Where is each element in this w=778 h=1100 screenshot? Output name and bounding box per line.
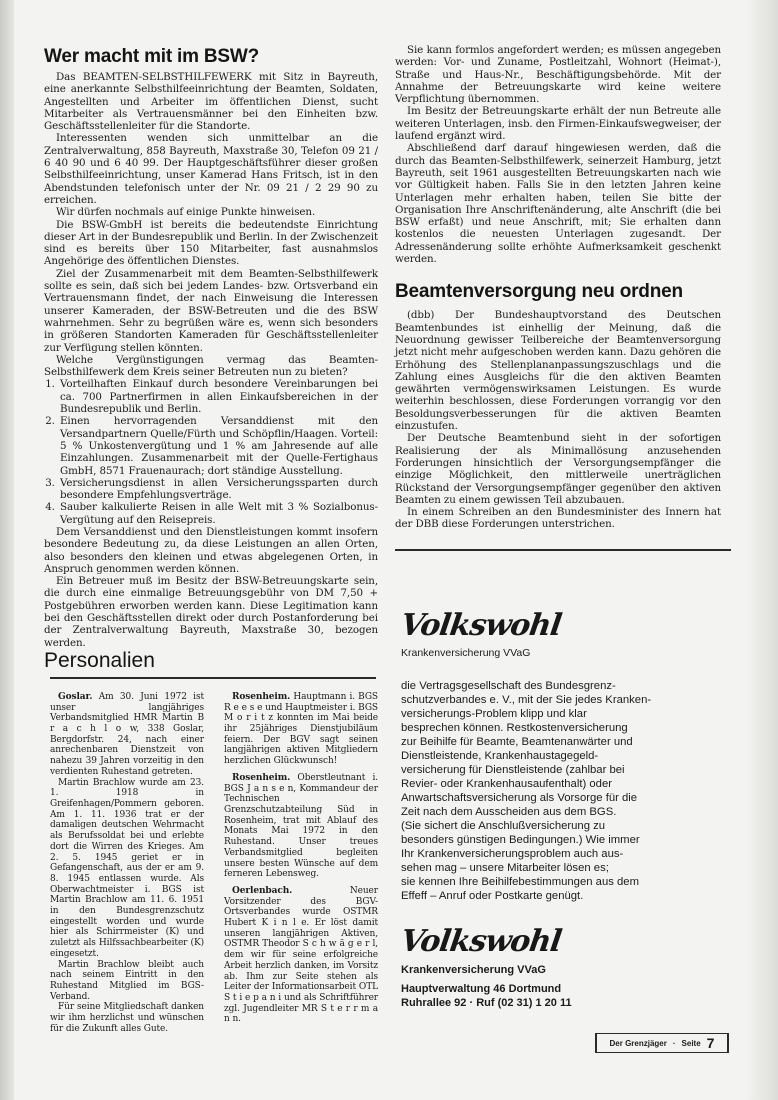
ad-body-line: besonders günstigen Bedingungen.) Wie immer xyxy=(401,833,640,846)
personalien-entry: Martin Brachlow wurde am 23. 1. 1918 in Greifenhagen/Pommern geboren. Am 1. 11. 1936 trat er der damaligen deutschen Wehrmacht als Berufssoldat bei und erlebte dort die Wirren des Krieges. Am 2. 5. 1945 geriet er in Gefangenschaft, aus der er am 9. 8. 1945 entlassen wurde. Als Oberwachtmeister i. BGS ist Martin Brachlow am 11. 6. 1951 in den Bundesgrenzschutz eingestellt worden und wurde hier als Schirrmeister (K) und zuletzt als Hilfssachbearbeiter (K) eingesetzt. xyxy=(50,777,204,959)
publication-name: Der Grenzjäger xyxy=(609,1038,667,1048)
benefit-item: 2. Einen hervorragenden Versanddienst mit den Versandpartnern Quelle/Fürth und Schöpflin/Haagen. Vorteil: 5 % Unkostenvergütung und 1 % am Jahresende auf alle Einzahlungen. Zusammenarbeit mit der Quelle-Fertighaus GmbH, 8571 Frauenaurach; dort ständige Ausstellung. xyxy=(58,415,378,476)
bsw-continued-paragraph: Sie kann formlos angefordert werden; es müssen angegeben werden: Vor- und Zuname, Postleitzahl, Wohnort (Heimat-), Straße und Haus-Nr., Beschäftigungsbehörde. Mit der Annahme der Betreuungskarte wird keine weitere Verpflichtung übernommen. xyxy=(395,44,721,106)
ad-subtitle: Krankenversicherung VVaG xyxy=(401,646,531,659)
personalien-column-1 xyxy=(50,692,204,1035)
ad-body-line: (Sie sichert die Anschlußversicherung zu xyxy=(401,819,606,832)
personalien-title: Personalien xyxy=(44,648,155,672)
page-label: Seite xyxy=(681,1038,701,1048)
ad-body-line: Anwartschaftsversicherung als Vorsorge für die xyxy=(401,791,638,804)
entry-text: Neuer Vorsitzender des BGV-Ortsverbandes wurde OSTMR Hubert K i n l e. Er löst damit unseren langjährigen Aktiven, OSTMR Theodor S c h w ä g e r l, dem wir für seine erfolgreiche Arbeit herzlich danken, im Vorsitz ab. Ihm zur Seite stehen als Leiter der Informationsarbeit OTL S t i e p a n i und als Schriftführer zgl. Jugendleiter MR S t e r r m a n n. xyxy=(224,885,378,1025)
personalien-entry xyxy=(224,692,378,767)
ad-footer-line: Ruhrallee 92 · Ruf (02 31) 1 20 11 xyxy=(401,996,572,1009)
bsw-continued-paragraph: Im Besitz der Betreuungskarte erhält der nun Betreute alle weiteren Unterlagen, insb. den Firmen-Einkaufswegweiser, der laufend ergänzt wird. xyxy=(395,105,721,143)
section-divider xyxy=(395,549,731,551)
ad-footer-line: Hauptverwaltung 46 Dortmund xyxy=(401,982,562,995)
section-divider xyxy=(50,677,376,679)
ad-body-line: Revier- oder Krankenhausaufenthalt) oder xyxy=(401,777,613,790)
personalien-columns xyxy=(44,692,378,1035)
page-footer-badge xyxy=(595,1033,729,1053)
volkswohl-logo: Volkswohl xyxy=(398,607,564,643)
personalien-entry: Für seine Mitgliedschaft danken wir ihm herzlichst und wünschen für die Zukunft alles Gute. xyxy=(50,1002,204,1034)
personalien-column-2 xyxy=(224,692,378,1035)
footer-separator: · xyxy=(672,1038,676,1048)
bsw-paragraph: Interessenten wenden sich unmittelbar an die Zentralverwaltung, 858 Bayreuth, Maxstraße 30, Telefon 09 21 / 6 40 90 und 6 40 99. Der Hauptgeschäftsführer dieser großen Selbsthilfeeinrichtung, unser Kamerad Hans Fritsch, ist in den Abendstunden telefonisch unter der Nr. 09 21 / 2 29 90 zu erreichen. xyxy=(44,132,378,206)
volkswohl-footer-logo: Volkswohl xyxy=(398,923,564,959)
volkswohl-advertisement xyxy=(395,609,721,1010)
bsw-paragraph: Ziel der Zusammenarbeit mit dem Beamten-Selbsthilfewerk sollte es sein, daß sich bei jedem Landes- bzw. Ortsverband ein Vertrauensmann findet, der nach Einweisung die Interessen unserer Kameraden, der BSW-Betreuten und die des BSW wahrnehmen. Sehr zu begrüßen wäre es, wenn sich besonders in größeren Standorten Kameraden für Geschäftsstellenleiter zur Verfügung stellen könnten. xyxy=(44,267,378,354)
ad-body-line: versicherung für Dienstleistende (zahlbar bei xyxy=(401,763,625,776)
personalien-entry: Martin Brachlow bleibt auch nach seinem Eintritt in den Ruhestand Mitglied im BGS-Verband. xyxy=(50,959,204,1002)
left-column xyxy=(44,40,378,1034)
entry-place: Goslar. xyxy=(58,691,93,702)
versorgung-paragraph: In einem Schreiben an den Bundesminister des Innern hat der DBB diese Forderungen unterstrichen. xyxy=(395,506,721,531)
bsw-closing-paragraph: Ein Betreuer muß im Besitz der BSW-Betreuungskarte sein, die durch eine einmalige Betreuungsgebühr von DM 7,50 + Postgebühren erworben werden kann. Diese Legitimation kann bei den Geschäftsstellen direkt oder durch Postanforderung bei der Zentralverwaltung Bayreuth, Maxstraße 30, bezogen werden. xyxy=(44,575,378,649)
entry-place: Oerlenbach. xyxy=(232,885,293,896)
ad-footer-line: Krankenversicherung VVaG xyxy=(401,963,546,976)
benefit-item: 1. Vorteilhaften Einkauf durch besondere Vereinbarungen bei ca. 700 Partnerfirmen in allen Einkaufsbereichen in der Bundesrepublik und Berlin. xyxy=(58,378,378,415)
personalien-entry xyxy=(224,773,378,880)
ad-body-line: sehen mag – unsere Mitarbeiter lösen es; xyxy=(401,861,609,874)
right-column xyxy=(395,44,721,1010)
personalien-entry xyxy=(50,692,204,778)
entry-text: Oberstleutnant i. BGS J a n s e n, Kommandeur der Technischen Grenzschutzabteilung Süd in Rosenheim, trat mit Ablauf des Monats Mai 1972 in den Ruhestand. Unser treues Verbandsmitglied begleiten unsere besten Wünsche auf dem ferneren Lebensweg. xyxy=(224,772,378,880)
ad-body-line: zur Beihilfe für Beamte, Beamtenanwärter und xyxy=(401,735,633,748)
bsw-closing-paragraph: Dem Versanddienst und den Dienstleistungen kommt insofern besondere Bedeutung zu, da diese Leistungen an allen Orten, also besonders den kleinen und etwas abgelegenen Orten, in Anspruch genommen werden können. xyxy=(44,525,378,575)
scan-edge-right xyxy=(746,0,778,1100)
personalien-entry xyxy=(224,886,378,1025)
benefit-item: 4. Sauber kalkulierte Reisen in alle Welt mit 3 % Sozialbonus-Vergütung auf den Reisepreis. xyxy=(58,501,378,526)
bsw-paragraph: Das BEAMTEN-SELBSTHILFEWERK mit Sitz in Bayreuth, eine anerkannte Selbsthilfeeinrichtung der Beamten, Soldaten, Angestellten und Arbeiter im öffentlichen Dienst, sucht Mitarbeiter als Vertrauensmänner bei den Einheiten bzw. Geschäftsstellenleiter für die Standorte. xyxy=(44,71,378,133)
versorgung-paragraph: (dbb) Der Bundeshauptvorstand des Deutschen Beamtenbundes ist einhellig der Meinung, daß die Neuordnung gewisser Teilbereiche der Beamtenversorgung jetzt nicht mehr aufgeschoben werden kann. Dazu gehören die Erhöhung des Stellenplananpassungszuschlags und die Zahlung eines Ausgleichs für die den aktiven Beamten gewährten vermögenswirksamen Leistungen. Es wurde weiterhin beschlossen, diese Forderungen vorrangig vor den Besoldungsverbesserungen für die aktiven Beamten einzustufen. xyxy=(395,309,721,433)
scan-edge-left xyxy=(0,0,14,1100)
entry-text: Hauptmann i. BGS R e e s e und Hauptmeister i. BGS M o r i t z konnten im Mai beide ihr 25jähriges Dienstjubiläum feiern. Der BGV sagt seinen langjährigen aktiven Mitgliedern herzlichen Glückwunsch! xyxy=(224,691,378,767)
versorgung-article-title: Beamtenversorgung neu ordnen xyxy=(395,281,683,303)
ad-body-line: schutzverbandes e. V., mit der Sie jedes Kranken- xyxy=(401,693,652,706)
ad-body-line: Dienstleistende, Krankenhaustagegeld- xyxy=(401,749,599,762)
ad-body-line: Effeff – Anruf oder Postkarte genügt. xyxy=(401,889,584,902)
entry-text: Am 30. Juni 1972 ist unser langjähriges Verbandsmitglied HMR Martin B r a c h l o w, 338 Goslar, Bergdorfstr. 24, nach einer anrechenbaren Dienstzeit von nahezu 39 Jahren vorzeitig in den verdienten Ruhestand getreten. xyxy=(50,691,204,777)
bsw-continued-paragraph: Abschließend darf darauf hingewiesen werden, daß die durch das Beamten-Selbsthilfewerk, seinerzeit Hamburg, jetzt Bayreuth, seit 1961 ausgestellten Betreuungskarten nach wie vor Gültigkeit haben. Falls Sie in den letzten Jahren keine Unterlagen mehr erhalten haben, teilen Sie bitte der Organisation Ihre Anschriftenänderung, alte Anschrift (die bei BSW erfaßt) und neue Anschrift, mit; Sie erhalten dann kostenlos die neuesten Unterlagen zugesandt. Der Adressenänderung sollte erhöhte Aufmerksamkeit geschenkt werden. xyxy=(395,142,721,266)
bsw-paragraph: Die BSW-GmbH ist bereits die bedeutendste Einrichtung dieser Art in der Bundesrepublik und Berlin. In der Zwischenzeit sind es bereits über 150 Mitarbeiter, fast ausnahmslos Angehörige des öffentlichen Dienstes. xyxy=(44,218,378,268)
ad-body-line: Ihr Krankenversicherungsproblem auch aus- xyxy=(401,847,624,860)
benefits-list xyxy=(44,378,378,526)
ad-body-line: Zeit nach dem Ausscheiden aus dem BGS. xyxy=(401,805,617,818)
versorgung-paragraph: Der Deutsche Beamtenbund sieht in der sofortigen Realisierung der als Minimallösung anzusehenden Forderungen hinsichtlich der Versorgungsempfänger die einzige Möglichkeit, den mittlerweile unerträglichen Rückstand der Versorgungsempfänger gegenüber den aktiven Beamten zu einem gewissen Teil abzubauen. xyxy=(395,432,721,506)
bsw-paragraph: Wir dürfen nochmals auf einige Punkte hinweisen. xyxy=(56,206,316,219)
entry-place: Rosenheim. xyxy=(232,691,291,702)
ad-body-line: besprechen können. Restkostenversicherung xyxy=(401,721,628,734)
ad-body-line: sie kennen Ihre Beihilfebestimmungen aus dem xyxy=(401,875,640,888)
bsw-article-title: Wer macht mit im BSW? xyxy=(44,46,260,67)
ad-body-line: versicherungs-Problem klipp und klar xyxy=(401,707,587,720)
ad-body-line: die Vertragsgesellschaft des Bundesgrenz- xyxy=(401,679,616,692)
ad-body xyxy=(401,679,671,903)
page-number: 7 xyxy=(706,1035,715,1051)
entry-place: Rosenheim. xyxy=(232,772,291,783)
bsw-paragraph: Welche Vergünstigungen vermag das Beamten-Selbsthilfewerk dem Kreis seiner Betreuten nun zu bieten? xyxy=(44,353,378,379)
benefit-item: 3. Versicherungsdienst in allen Versicherungssparten durch besondere Empfehlungsverträge. xyxy=(58,477,378,502)
